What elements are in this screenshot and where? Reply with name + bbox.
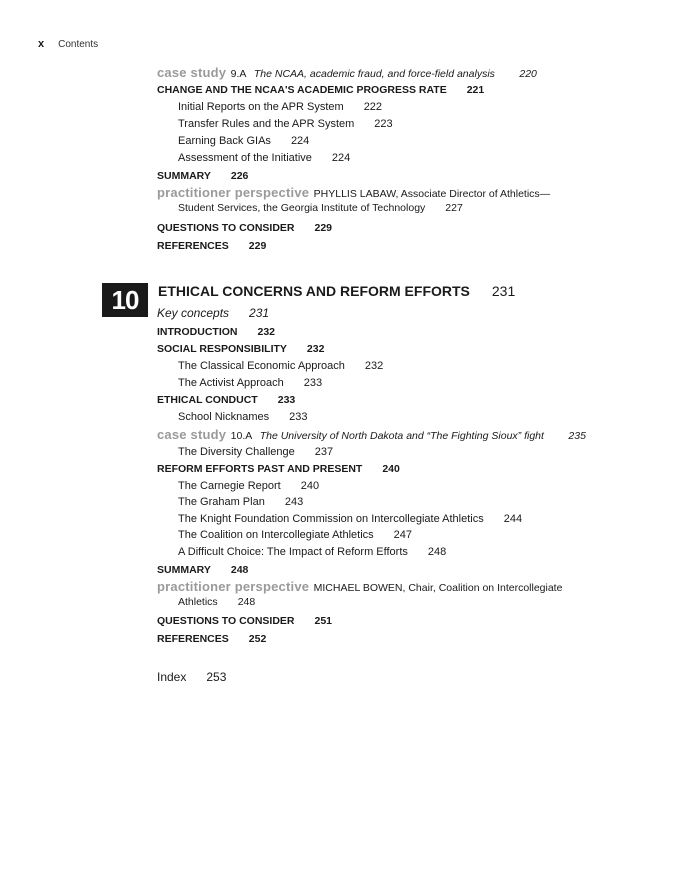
case-study-title: The NCAA, academic fraud, and force-field analysis: [253, 68, 495, 80]
case-study-9a[interactable]: [157, 64, 657, 82]
toc-subentry[interactable]: [157, 116, 657, 133]
toc-subentry[interactable]: [157, 494, 657, 511]
toc-entry-label: The Classical Economic Approach: [178, 360, 345, 372]
toc-entry-apr[interactable]: [157, 82, 657, 99]
chapter-10-entries: [157, 304, 657, 648]
case-study-page: 235: [568, 430, 586, 442]
toc-entry-page: 221: [466, 84, 485, 96]
toc-entry-summary[interactable]: [157, 167, 657, 185]
toc-entry-page: 247: [393, 529, 413, 541]
toc-entry-questions[interactable]: [157, 219, 657, 237]
toc-entry-label: Assessment of the Initiative: [178, 152, 312, 164]
toc-entry-label: The Graham Plan: [178, 496, 265, 508]
toc-entry-page: 248: [230, 564, 249, 576]
page-number: x: [38, 38, 45, 50]
case-study-page: 220: [519, 68, 537, 80]
toc-entry-label: Initial Reports on the APR System: [178, 101, 344, 113]
toc-entry-reform-efforts[interactable]: [157, 461, 657, 478]
toc-subentry[interactable]: [157, 133, 657, 150]
toc-entry-page: 248: [427, 546, 447, 558]
section-9-entries: [157, 64, 657, 255]
toc-entry-key-concepts[interactable]: [157, 304, 657, 323]
practitioner-name: PHYLLIS LABAW, Associate Director of Athletics—: [313, 188, 551, 200]
toc-entry-summary[interactable]: [157, 561, 657, 579]
toc-entry-label: SOCIAL RESPONSIBILITY: [157, 343, 287, 355]
toc-entry-page: 244: [503, 513, 523, 525]
toc-entry-label: INTRODUCTION: [157, 326, 238, 338]
toc-entry-label: QUESTIONS TO CONSIDER: [157, 615, 295, 627]
toc-entry-label: Key concepts: [157, 306, 230, 320]
toc-entry-label: REFERENCES: [157, 240, 229, 252]
toc-subentry[interactable]: [157, 544, 657, 561]
toc-entry-questions[interactable]: [157, 612, 657, 630]
toc-subentry[interactable]: [157, 409, 657, 426]
toc-entry-label: Earning Back GIAs: [178, 135, 271, 147]
toc-entry-label: The Diversity Challenge: [178, 446, 295, 458]
case-study-number: 9.A: [230, 68, 247, 80]
toc-subentry[interactable]: [157, 358, 657, 375]
toc-entry-page: 224: [290, 135, 310, 147]
toc-entry-page: 231: [249, 306, 270, 320]
toc-entry-introduction[interactable]: [157, 323, 657, 341]
case-study-title: The University of North Dakota and “The Fighting Sioux” fight: [259, 430, 544, 442]
toc-entry-page: 233: [303, 377, 323, 389]
toc-entry-label: CHANGE AND THE NCAA'S ACADEMIC PROGRESS RATE: [157, 84, 447, 96]
case-study-keyword: case study: [157, 427, 227, 442]
toc-entry-page: 229: [248, 240, 267, 252]
toc-entry-label: The Carnegie Report: [178, 480, 281, 492]
toc-entry-page: 232: [306, 343, 325, 355]
practitioner-affiliation: Athletics: [178, 596, 218, 608]
practitioner-affiliation: Student Services, the Georgia Institute of Technology: [178, 202, 426, 214]
chapter-title[interactable]: [158, 283, 515, 299]
toc-entry-social-responsibility[interactable]: [157, 341, 657, 358]
toc-entry-references[interactable]: [157, 630, 657, 648]
toc-entry-page: 253: [206, 670, 227, 684]
toc-entry-page: 229: [314, 222, 333, 234]
toc-entry-label: QUESTIONS TO CONSIDER: [157, 222, 295, 234]
toc-subentry[interactable]: [157, 478, 657, 494]
toc-entry-label: ETHICAL CONDUCT: [157, 394, 258, 406]
practitioner-continuation: [157, 201, 657, 219]
toc-entry-references[interactable]: [157, 237, 657, 255]
toc-entry-page: 224: [331, 152, 351, 164]
toc-entry-ethical-conduct[interactable]: [157, 392, 657, 409]
toc-entry-page: 232: [257, 326, 276, 338]
toc-entry-page: 243: [284, 496, 304, 508]
toc-entry-page: 233: [289, 411, 308, 423]
toc-subentry[interactable]: [157, 527, 657, 544]
practitioner-perspective-10[interactable]: [157, 579, 657, 595]
toc-entry-label: Index: [157, 670, 187, 684]
chapter-number-badge: 10: [102, 283, 148, 317]
toc-subentry[interactable]: [157, 99, 657, 116]
toc-entry-page: 240: [300, 480, 320, 492]
running-header: [38, 38, 98, 50]
toc-entry-page: 248: [237, 596, 256, 608]
case-study-number: 10.A: [230, 430, 253, 442]
toc-entry-page: 233: [277, 394, 296, 406]
chapter-page: 231: [491, 283, 516, 299]
toc-entry-label: The Activist Approach: [178, 377, 284, 389]
practitioner-keyword: practitioner perspective: [157, 185, 310, 200]
toc-entry-page: 226: [230, 170, 249, 182]
toc-entry-label: A Difficult Choice: The Impact of Reform Efforts: [178, 546, 408, 558]
toc-entry-page: 222: [363, 101, 383, 113]
toc-entry-label: SUMMARY: [157, 564, 211, 576]
running-header-label: Contents: [58, 38, 99, 50]
toc-entry-label: School Nicknames: [178, 411, 270, 423]
toc-entry-page: 237: [314, 446, 334, 458]
toc-entry-page: 223: [374, 118, 393, 130]
practitioner-keyword: practitioner perspective: [157, 579, 310, 594]
toc-entry-page: 252: [248, 633, 267, 645]
toc-entry-index[interactable]: [157, 670, 226, 684]
practitioner-name: MICHAEL BOWEN, Chair, Coalition on Intercollegiate: [313, 582, 563, 594]
toc-entry-label: The Coalition on Intercollegiate Athletics: [178, 529, 374, 541]
toc-entry-page: 240: [382, 463, 400, 475]
toc-subentry[interactable]: [157, 511, 657, 527]
toc-entry-label: SUMMARY: [157, 170, 211, 182]
toc-entry-label: The Knight Foundation Commission on Intercollegiate Athletics: [178, 513, 484, 525]
chapter-title-text: ETHICAL CONCERNS AND REFORM EFFORTS: [158, 283, 470, 299]
practitioner-perspective-9[interactable]: [157, 185, 657, 201]
toc-subentry[interactable]: [157, 444, 657, 461]
toc-entry-page: 251: [314, 615, 333, 627]
toc-entry-label: REFERENCES: [157, 633, 229, 645]
practitioner-continuation: [157, 595, 657, 612]
toc-subentry[interactable]: [157, 375, 657, 392]
toc-entry-page: 227: [445, 202, 463, 214]
toc-entry-label: REFORM EFFORTS PAST AND PRESENT: [157, 463, 363, 475]
toc-subentry[interactable]: [157, 150, 657, 167]
case-study-keyword: case study: [157, 65, 227, 80]
toc-entry-page: 232: [364, 360, 384, 372]
case-study-10a[interactable]: [157, 426, 657, 444]
toc-entry-label: Transfer Rules and the APR System: [178, 118, 355, 130]
